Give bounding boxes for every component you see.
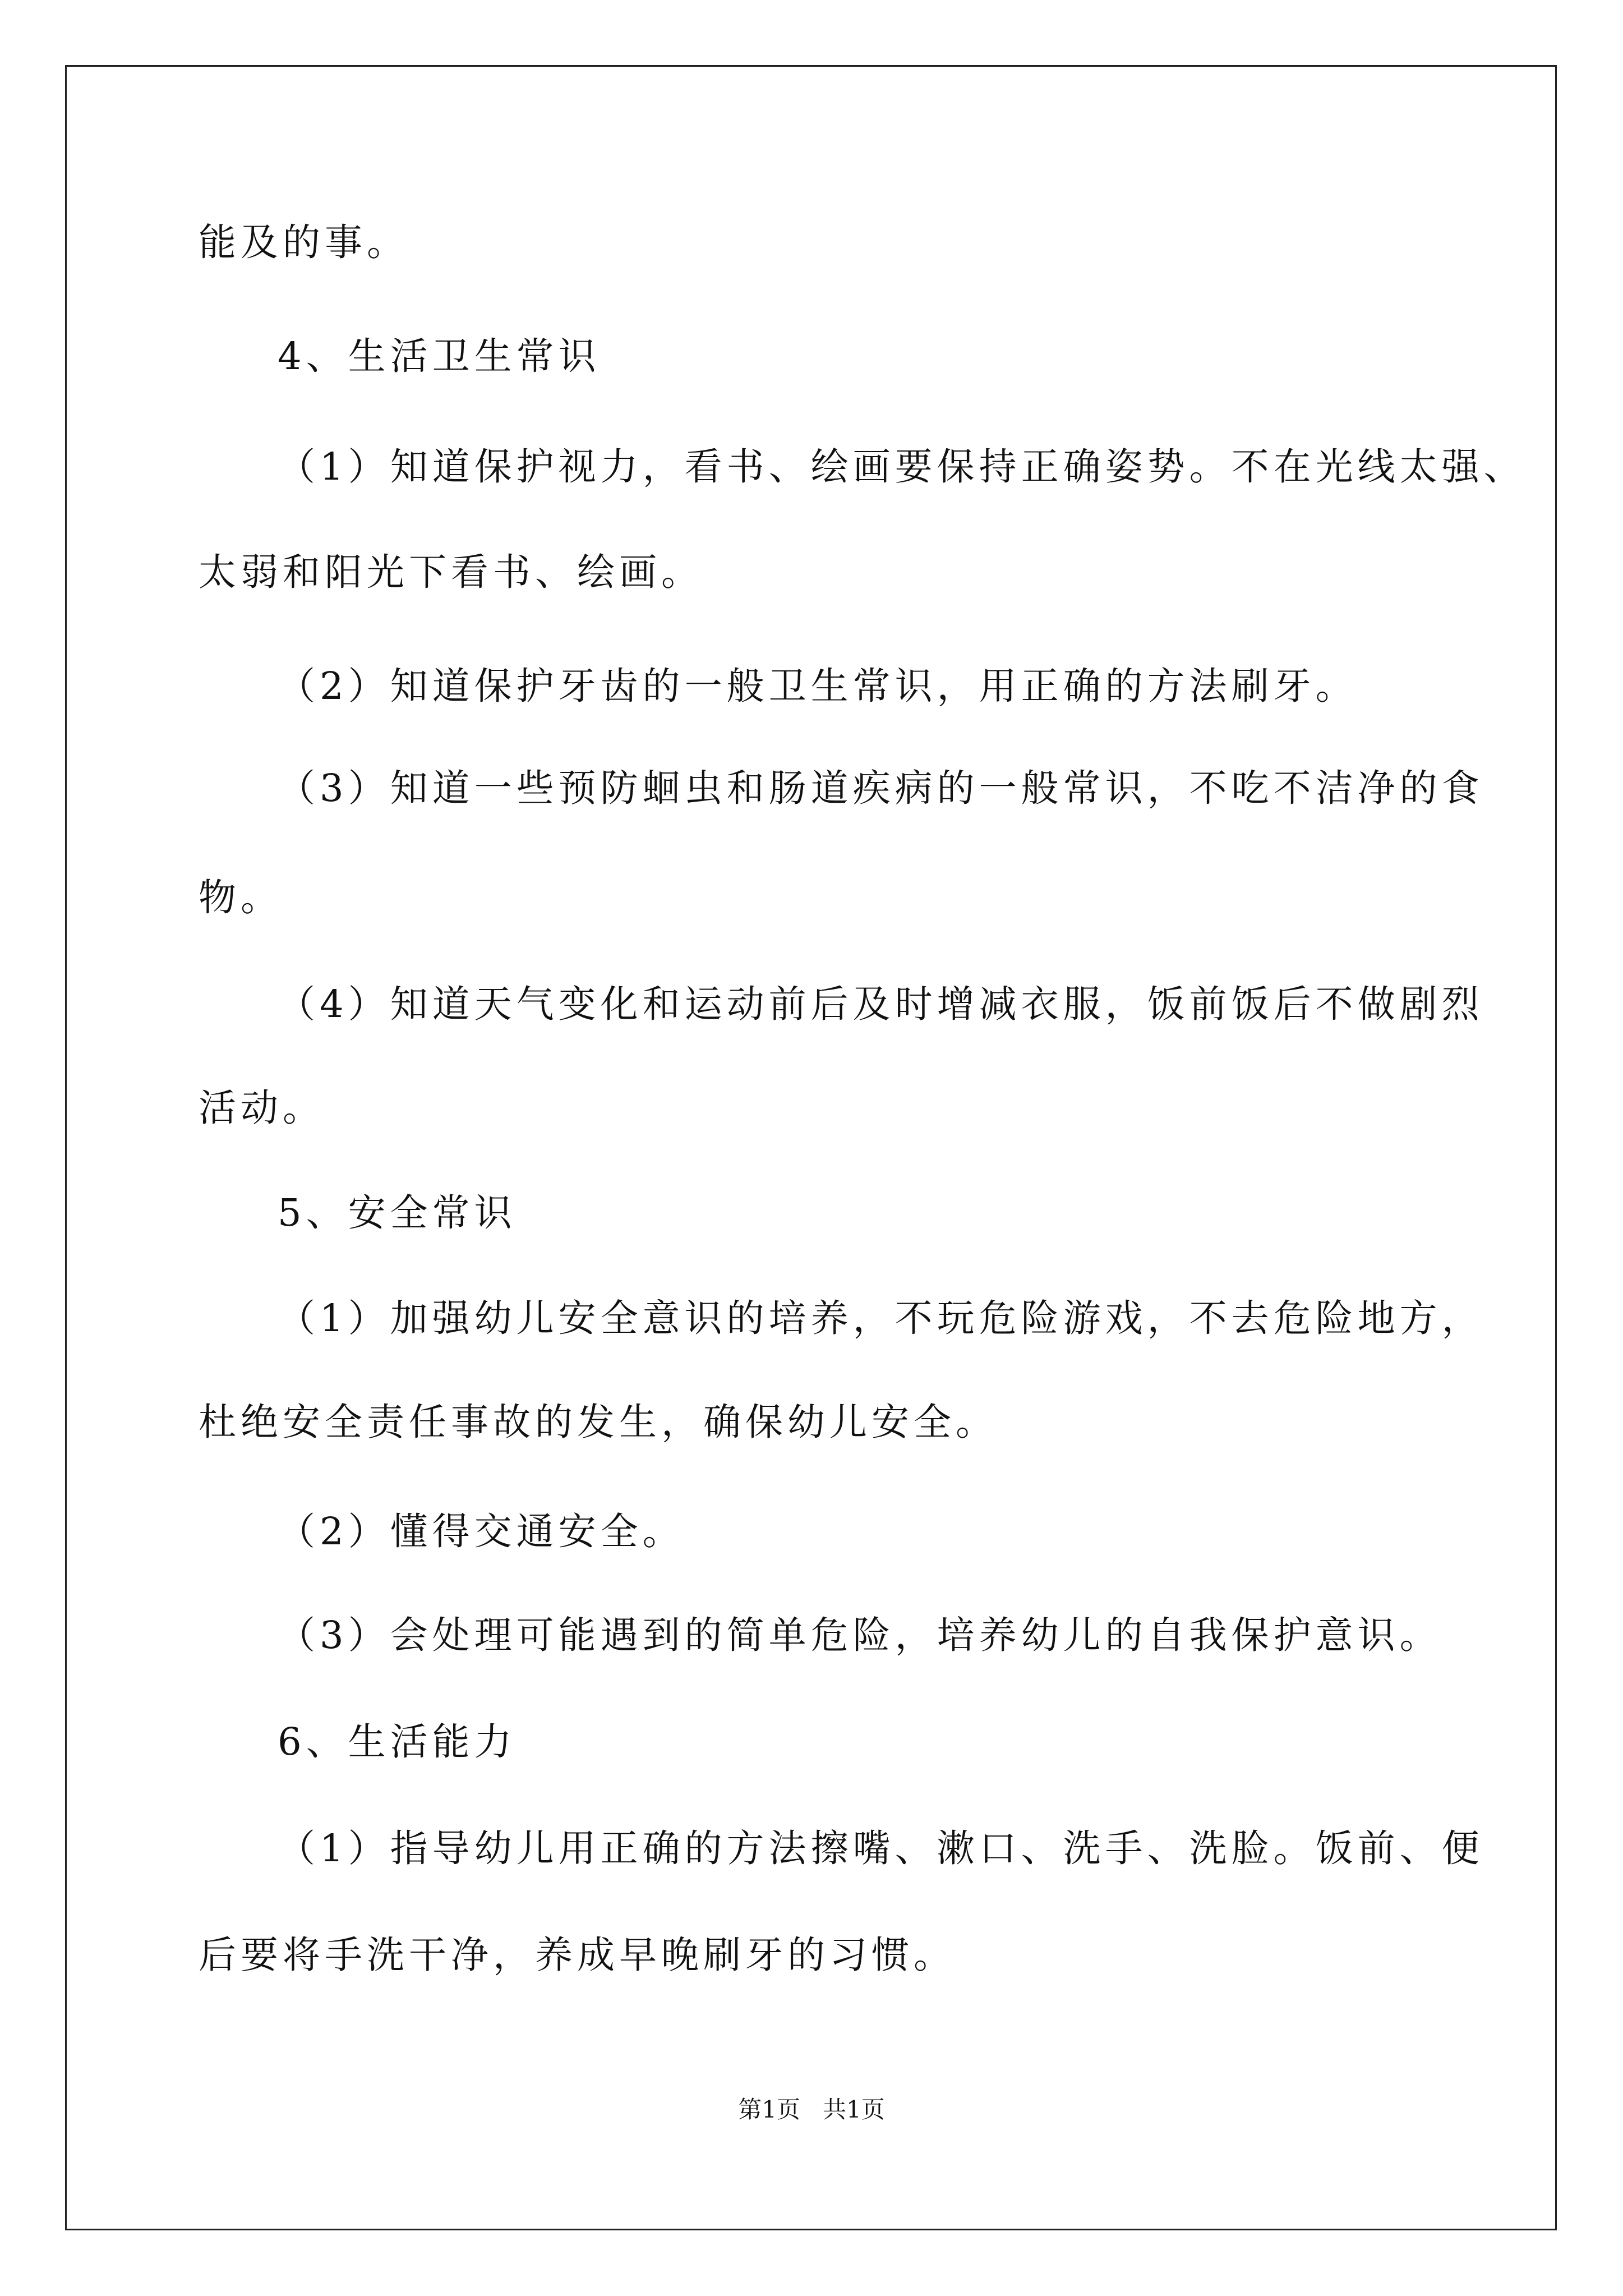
paragraph-line: （2）懂得交通安全。 xyxy=(278,1510,685,1553)
paragraph-line: 后要将手洗干净，养成早晚刷牙的习惯。 xyxy=(199,1933,956,1977)
paragraph-line: （1）知道保护视力，看书、绘画要保持正确姿势。不在光线太强、 xyxy=(278,445,1526,489)
paragraph-line: （3）知道一些预防蛔虫和肠道疾病的一般常识，不吃不洁净的食 xyxy=(278,766,1484,810)
paragraph-line: （4）知道天气变化和运动前后及时增减衣服，饭前饭后不做剧烈 xyxy=(278,982,1484,1026)
section-heading: 4、生活卫生常识 xyxy=(278,334,601,378)
paragraph-line: 活动。 xyxy=(199,1086,325,1130)
paragraph-line: 杜绝安全责任事故的发生，确保幼儿安全。 xyxy=(199,1400,998,1444)
paragraph-line: 太弱和阳光下看书、绘画。 xyxy=(199,550,703,594)
section-heading: 5、安全常识 xyxy=(278,1191,517,1235)
paragraph-line: （1）加强幼儿安全意识的培养，不玩危险游戏，不去危险地方， xyxy=(278,1296,1484,1340)
section-heading: 6、生活能力 xyxy=(278,1720,517,1764)
page-border xyxy=(65,65,1557,2230)
page-footer: 第1页 共1页 xyxy=(738,2096,885,2123)
paragraph-line: 能及的事。 xyxy=(199,220,409,264)
paragraph-line: 物。 xyxy=(199,876,283,919)
paragraph-line: （3）会处理可能遇到的简单危险，培养幼儿的自我保护意识。 xyxy=(278,1613,1442,1657)
paragraph-line: （1）指导幼儿用正确的方法擦嘴、漱口、洗手、洗脸。饭前、便 xyxy=(278,1826,1484,1870)
paragraph-line: （2）知道保护牙齿的一般卫生常识，用正确的方法刷牙。 xyxy=(278,664,1358,708)
